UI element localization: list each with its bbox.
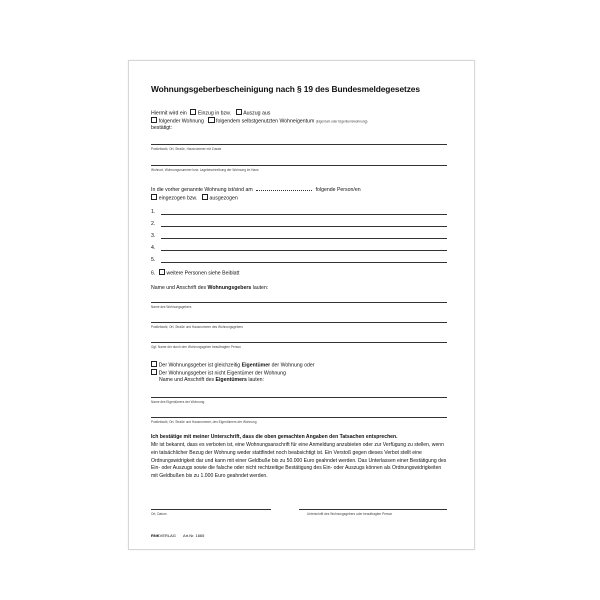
landlord-heading-bold: Wohnungsgebers	[207, 285, 252, 291]
confirmed-label: bestätigt:	[151, 125, 173, 131]
owner-occupied-note: (Eigentum oder Eigentumswohnung)	[315, 119, 368, 124]
landlord-heading-post: lauten:	[251, 285, 269, 291]
owner-heading-pre: Name und Anschrift des	[159, 377, 216, 383]
declaration-bold: Ich bestätige mit meiner Unterschrift, dass die oben gemachten Angaben den Tatsachen entsprechen.	[151, 434, 398, 440]
following-apartment-label: folgender Wohnung	[158, 118, 204, 125]
intro-row	[151, 109, 270, 117]
owner-heading	[159, 377, 264, 383]
place-date-caption: Ort, Datum	[151, 512, 167, 516]
landlord-address-input-line[interactable]	[151, 322, 447, 323]
signature-input-line[interactable]	[299, 509, 447, 510]
person-number: 2.	[151, 221, 156, 227]
landlord-not-owner-checkbox[interactable]	[151, 369, 157, 375]
owner-heading-bold: Eigentümers	[215, 377, 247, 383]
landlord-name-input-line[interactable]	[151, 302, 447, 303]
landlord-is-owner-checkbox[interactable]	[151, 361, 157, 367]
person-number: 3.	[151, 233, 156, 239]
following-apartment-checkbox[interactable]	[151, 117, 157, 123]
brand-rest: VERLAG	[159, 533, 176, 538]
person-number: 1.	[151, 209, 156, 215]
moved-in-checkbox[interactable]	[151, 194, 157, 200]
owner-name-input-line[interactable]	[151, 397, 447, 398]
more-persons-row	[151, 269, 239, 277]
owner-opt1-bold: Eigentümer	[241, 362, 271, 369]
footer-brand	[151, 533, 204, 538]
owner-address-caption: Postleitzahl, Ort, Straße und Hausnummer, des Eigentümers der Wohnung	[151, 420, 257, 424]
more-persons-number: 6.	[151, 270, 156, 277]
owner-address-input-line[interactable]	[151, 417, 447, 418]
person-input-line[interactable]	[161, 262, 447, 263]
person-input-line[interactable]	[161, 226, 447, 227]
landlord-heading	[151, 285, 268, 291]
intro-lead: Hiermit wird ein	[151, 110, 187, 117]
person-input-line[interactable]	[161, 214, 447, 215]
persons-trail: folgende Person/en	[315, 187, 361, 193]
signature-caption: Unterschrift des Wohnungsgebers oder beauftragten Person	[307, 512, 393, 516]
moved-out-checkbox[interactable]	[202, 194, 208, 200]
person-number: 4.	[151, 245, 156, 251]
owner-opt1-pre: Der Wohnungsgeber ist gleichzeitig	[158, 362, 242, 369]
landlord-heading-pre: Name und Anschrift des	[151, 285, 208, 291]
owner-occupied-checkbox[interactable]	[208, 117, 214, 123]
move-in-label: Einzug in bzw.	[197, 110, 232, 117]
move-date-input[interactable]	[256, 186, 312, 191]
owner-option-2	[151, 369, 286, 377]
more-persons-checkbox[interactable]	[159, 269, 165, 275]
representative-input-line[interactable]	[151, 342, 447, 343]
move-out-label: Auszug aus	[243, 110, 271, 117]
move-in-checkbox[interactable]	[190, 109, 196, 115]
brand-logo-text: RNK	[151, 533, 160, 538]
person-input-line[interactable]	[161, 250, 447, 251]
landlord-address-caption: Postleitzahl, Ort, Straße und Hausnummer des Wohnungsgebers	[151, 325, 243, 329]
form-title: Wohnungsgeberbescheinigung nach § 19 des Bundesmeldegesetzes	[151, 84, 420, 94]
moved-in-label: eingezogen bzw.	[158, 195, 198, 202]
intro-row-2	[151, 117, 367, 125]
owner-opt2-label: Der Wohnungsgeber ist nicht Eigentümer der Wohnung	[158, 370, 286, 377]
owner-option-1	[151, 361, 315, 369]
more-persons-label: weitere Personen siehe Beiblatt	[166, 270, 240, 277]
owner-name-caption: Name des Eigentümers der Wohnung	[151, 400, 205, 404]
owner-occupied-label: folgendem selbstgenutzten Wohneigentum	[216, 118, 315, 125]
persons-row-2	[151, 194, 238, 202]
location-input-line[interactable]	[151, 165, 447, 166]
address-caption: Postleitzahl, Ort, Straße, Hausnummer mit Zusatz	[151, 147, 222, 151]
representative-caption: Ggf. Name der durch den Wohnungsgeber beauftragten Person	[151, 345, 241, 349]
persons-row	[151, 186, 361, 193]
location-caption: Wohnort, Wohnungsnummer bzw. Lagebeschreibung der Wohnung im Haus	[151, 168, 259, 172]
owner-heading-post: lauten:	[246, 377, 264, 383]
owner-opt1-post: der Wohnung oder	[270, 362, 315, 369]
moved-out-label: ausgezogen	[209, 195, 238, 202]
address-input-line[interactable]	[151, 144, 447, 145]
landlord-name-caption: Name des Wohnungsgebers	[151, 305, 192, 309]
person-number: 5.	[151, 257, 156, 263]
move-out-checkbox[interactable]	[236, 109, 242, 115]
declaration-text: Mir ist bekannt, dass es verboten ist, eine Wohnungsanschrift für eine Anmeldung anzubieten oder zur Verfügung zu stellen, wenn ein tatsächlicher Bezug der Wohnung weder stattfindet noch beabsichtigt ist. Ein Verstoß gegen dieses Verbot stellt eine Ordnungswidrigkeit dar und kann mit einer Geldbuße bis zu 50.000 Euro geahndet werden. Das Unterlassen einer Bestätigung des Ein- oder Auszugs sowie die falsche oder nicht rechtzeitige Bestätigung des Ein- oder Auszugs können als Ordnungswidrigkeiten mit Geldbußen bis zu 1.000 Euro geahndet werden.	[151, 442, 447, 480]
place-date-input-line[interactable]	[151, 509, 271, 510]
article-number: Art.Nr. 1665	[183, 533, 205, 538]
persons-lead: In die vorher genannte Wohnung ist/sind am	[151, 187, 253, 193]
form-sheet	[128, 60, 475, 550]
person-input-line[interactable]	[161, 238, 447, 239]
